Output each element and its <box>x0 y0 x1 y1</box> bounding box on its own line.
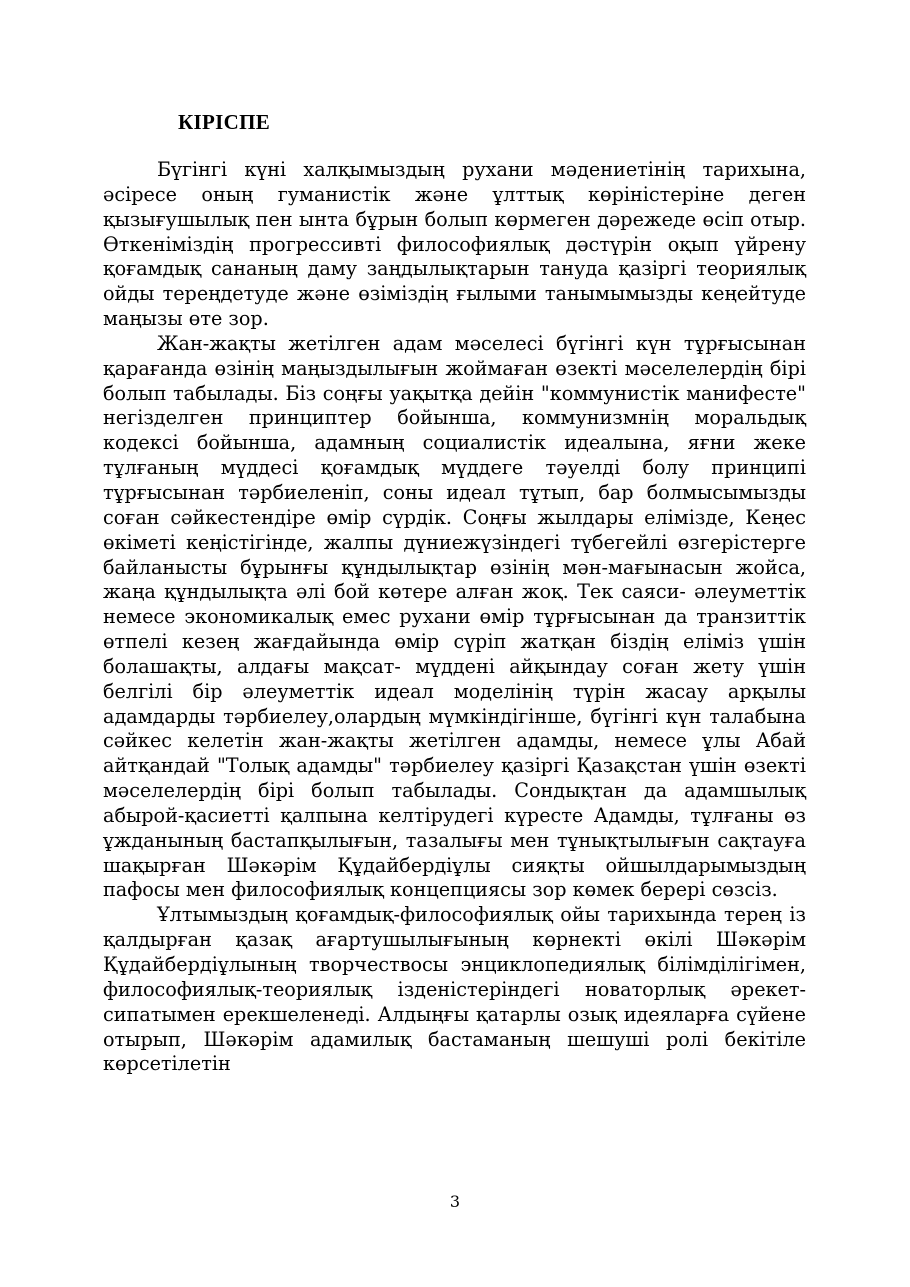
paragraph: Бүгінгі күні халқымыздың рухани мәдениетінің тарихына, әсіресе оның гуманистік және ұлттық көріністеріне деген қызығушылық пен ынта бұрын болып көрмеген дәрежеде өсіп отыр. Өткеніміздің прогрессивті философиялық дәстүрін оқып үйрену қоғамдық сананың даму заңдылықтарын тануда қазіргі теориялық ойды тереңдетуде және өзіміздің ғылыми танымымызды кеңейтуде маңызы өте зор. <box>103 158 806 331</box>
page-number: 3 <box>449 1192 461 1211</box>
section-heading: КІРІСПЕ <box>178 110 271 134</box>
body-text <box>103 158 806 1077</box>
paragraph: Жан-жақты жетілген адам мәселесі бүгінгі күн тұрғысынан қарағанда өзінің маңыздылығын жоймаған өзекті мәселелердің бірі болып табылады. Біз соңғы уақытқа дейін "коммунистік манифесте" негізделген принциптер бойынша, коммунизмнің моральдық кодексі бойынша, адамның социалистік идеалына, яғни жеке тұлғаның мүддесі қоғамдық мүддеге тәуелді болу принципі тұрғысынан тәрбиеленіп, соны идеал тұтып, бар болмысымызды соған сәйкестендіре өмір сүрдік. Соңғы жылдары елімізде, Кеңес өкіметі кеңістігінде, жалпы дүниежүзіндегі түбегейлі өзгерістерге байланысты бұрынғы құндылықтар өзінің мән-мағынасын жойса, жаңа құндылықта әлі бой көтере алған жоқ. Тек саяси- әлеуметтік немесе экономикалық емес рухани өмір тұрғысынан да транзиттік өтпелі кезең жағдайында өмір сүріп жатқан біздің еліміз үшін болашақты, алдағы мақсат- мүддені айқындау соған жету үшін белгілі бір әлеуметтік идеал моделінің түрін жасау арқылы адамдарды тәрбиелеу,олардың мүмкіндігінше, бүгінгі күн талабына сәйкес келетін жан-жақты жетілген адамды, немесе ұлы Абай айтқандай "Толық адамды" тәрбиелеу қазіргі Қазақстан үшін өзекті мәселелердің бірі болып табылады. Сондықтан да адамшылық абырой-қасиетті қалпына келтірудегі күресте Адамды, тұлғаны өз ұжданының бастапқылығын, тазалығы мен тұнықтылығын сақтауға шақырған Шәкәрім Құдайбердіұлы сияқты ойшылдарымыздың пафосы мен философиялық концепциясы зор көмек берері сөзсіз. <box>103 331 806 902</box>
paragraph: Ұлтымыздың қоғамдық-философиялық ойы тарихында терең із қалдырған қазақ ағартушылығының көрнекті өкілі Шәкәрім Құдайбердіұлының творчествосы энциклопедиялық білімділігімен, философиялық-теориялық ізденістеріндегі новаторлық әрекет-сипатымен ерекшеленеді. Алдыңғы қатарлы озық идеяларға сүйене отырып, Шәкәрім адамилық бастаманың шешуші ролі бекітіле көрсетілетін <box>103 903 806 1076</box>
